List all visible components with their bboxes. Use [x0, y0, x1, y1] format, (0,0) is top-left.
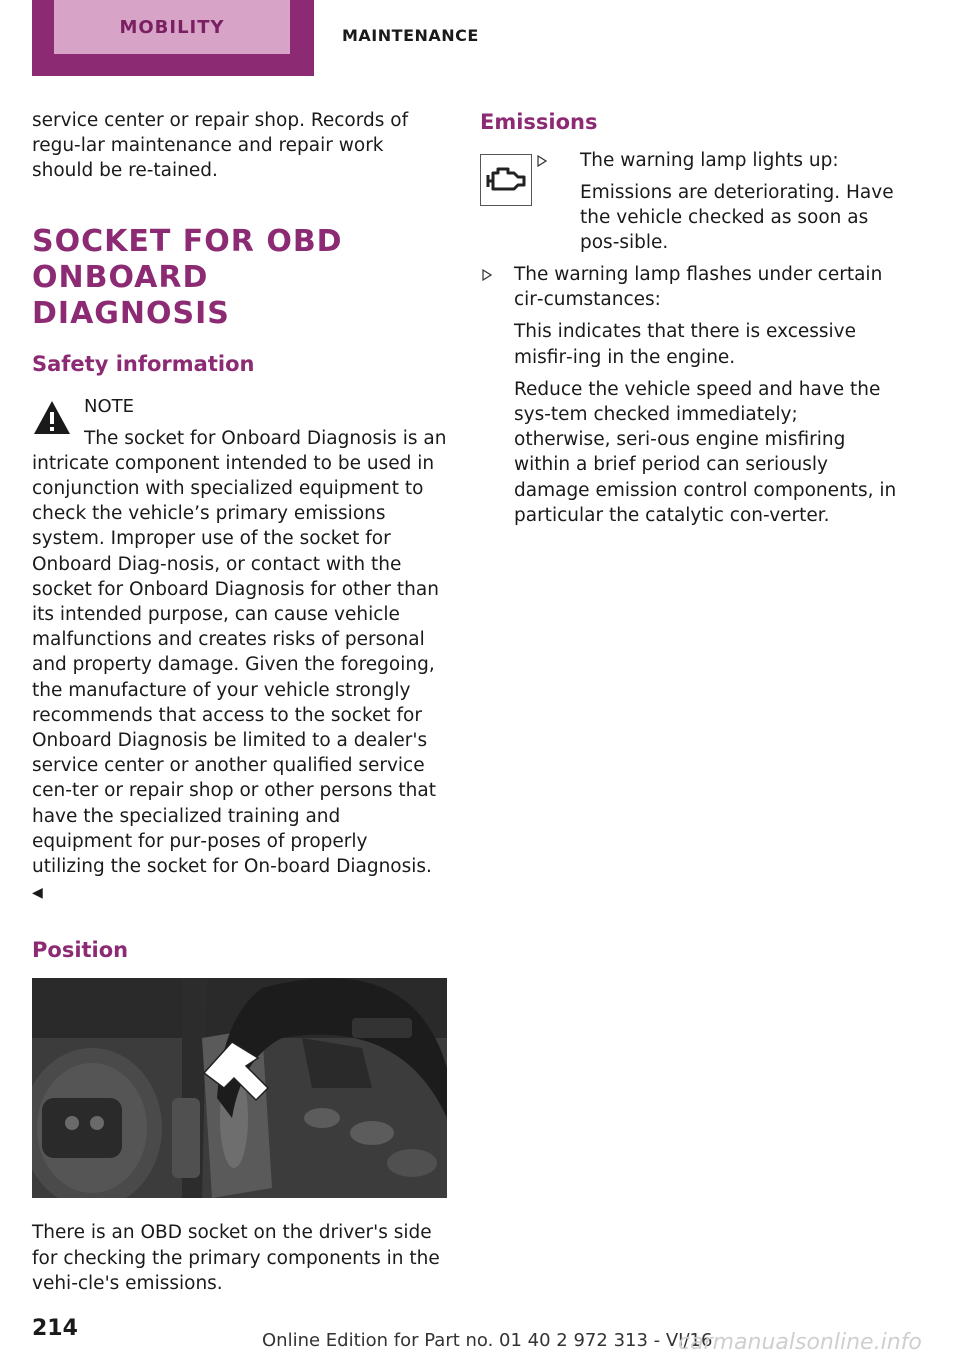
safety-heading: Safety information	[32, 351, 255, 376]
intro-paragraph: service center or repair shop. Records of regu‐lar maintenance and repair work should be re‐tained.	[32, 110, 409, 182]
bullet-2-title: The warning lamp flashes under certain cir‐cumstances:	[514, 264, 883, 311]
note-first-line: The socket for Onboard Diagnosis is an	[84, 427, 447, 449]
bullet-2	[480, 262, 910, 528]
bullet-2-text-1: This indicates that there is excessive misfir‐ing in the engine.	[514, 321, 857, 368]
obd-position-photo	[32, 978, 447, 1198]
header-tab-mobility-label: MOBILITY	[54, 0, 290, 54]
bullet-1-title: The warning lamp lights up:	[580, 150, 839, 171]
note-body	[32, 451, 444, 907]
edition-line: Online Edition for Part no. 01 40 2 972 313 - VI/16	[262, 1330, 713, 1351]
note-label: NOTE	[84, 395, 135, 417]
bullet-triangle-icon	[482, 269, 492, 281]
header-tab-mobility[interactable]	[32, 0, 314, 76]
bullet-1-text: Emissions are deteriorating. Have the vehicle checked as soon as pos‐sible.	[580, 182, 894, 254]
note-block	[32, 394, 447, 907]
bullet-1	[480, 148, 910, 258]
position-text: There is an OBD socket on the driver's side for checking the primary components in the vehi‐cle's emissions.	[32, 1222, 440, 1294]
left-column	[32, 108, 447, 1296]
note-body-text: intricate component intended to be used in conjunction with specialized equipment to check the vehicle’s primary emissions system. Improper use of the socket for Onboard Diag‐nosis, or contact with the socket for Onboard Diagnosis for other than its intended purpose, can cause vehicle malfunctions and creates risks of personal and property damage. Given the foregoing, the manufacture of your vehicle strongly recommends that access to the socket for Onboard Diagnosis be limited to a dealer's service center or another qualified service cen‐ter or repair shop or other persons that have the specialized training and equipment for pur‐poses of properly utilizing the socket for On‐board Diagnosis.	[32, 452, 439, 878]
emissions-heading: Emissions	[480, 110, 598, 134]
watermark: carmanualsonline.info	[678, 1330, 922, 1355]
note-end-mark: ◀	[32, 885, 43, 902]
bullet-2-text-2: Reduce the vehicle speed and have the sys‐tem checked immediately; otherwise, seri‐ous engine misfiring within a brief period can seriously damage emission control components, in particular the catalytic con‐verter.	[514, 378, 897, 526]
header-tab-maintenance[interactable]: MAINTENANCE	[342, 26, 479, 45]
position-heading: Position	[32, 938, 129, 963]
warning-triangle-icon	[32, 398, 72, 438]
section-title	[32, 224, 447, 332]
section-title-line2: DIAGNOSIS	[32, 295, 230, 331]
section-title-line1: SOCKET FOR OBD ONBOARD	[32, 223, 343, 295]
page-number: 214	[32, 1316, 78, 1341]
right-column	[480, 108, 910, 528]
bullet-triangle-icon	[537, 155, 547, 167]
